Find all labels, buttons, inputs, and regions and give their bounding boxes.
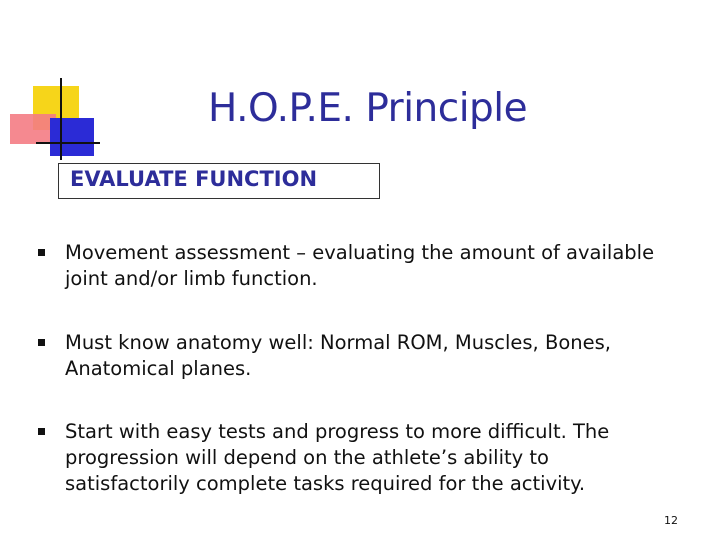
- square-bullet-icon: [38, 339, 45, 346]
- blue-square-shape: [50, 118, 94, 156]
- horizontal-line-shape: [36, 142, 100, 144]
- slide-title: H.O.P.E. Principle: [208, 86, 528, 131]
- square-bullet-icon: [38, 428, 45, 435]
- bullet-text: Movement assessment – evaluating the amount of available joint and/or limb function.: [65, 241, 655, 290]
- page-number: 12: [664, 514, 678, 527]
- square-bullet-icon: [38, 249, 45, 256]
- vertical-line-shape: [60, 78, 62, 160]
- bullet-text: Must know anatomy well: Normal ROM, Muscles, Bones, Anatomical planes.: [65, 331, 611, 380]
- decorative-logo-squares: [0, 0, 110, 170]
- bullet-text: Start with easy tests and progress to more difficult. The progression will depend on the athlete’s ability to satisfactorily complete tasks required for the activity.: [65, 420, 610, 495]
- slide-subtitle: EVALUATE FUNCTION: [70, 167, 318, 191]
